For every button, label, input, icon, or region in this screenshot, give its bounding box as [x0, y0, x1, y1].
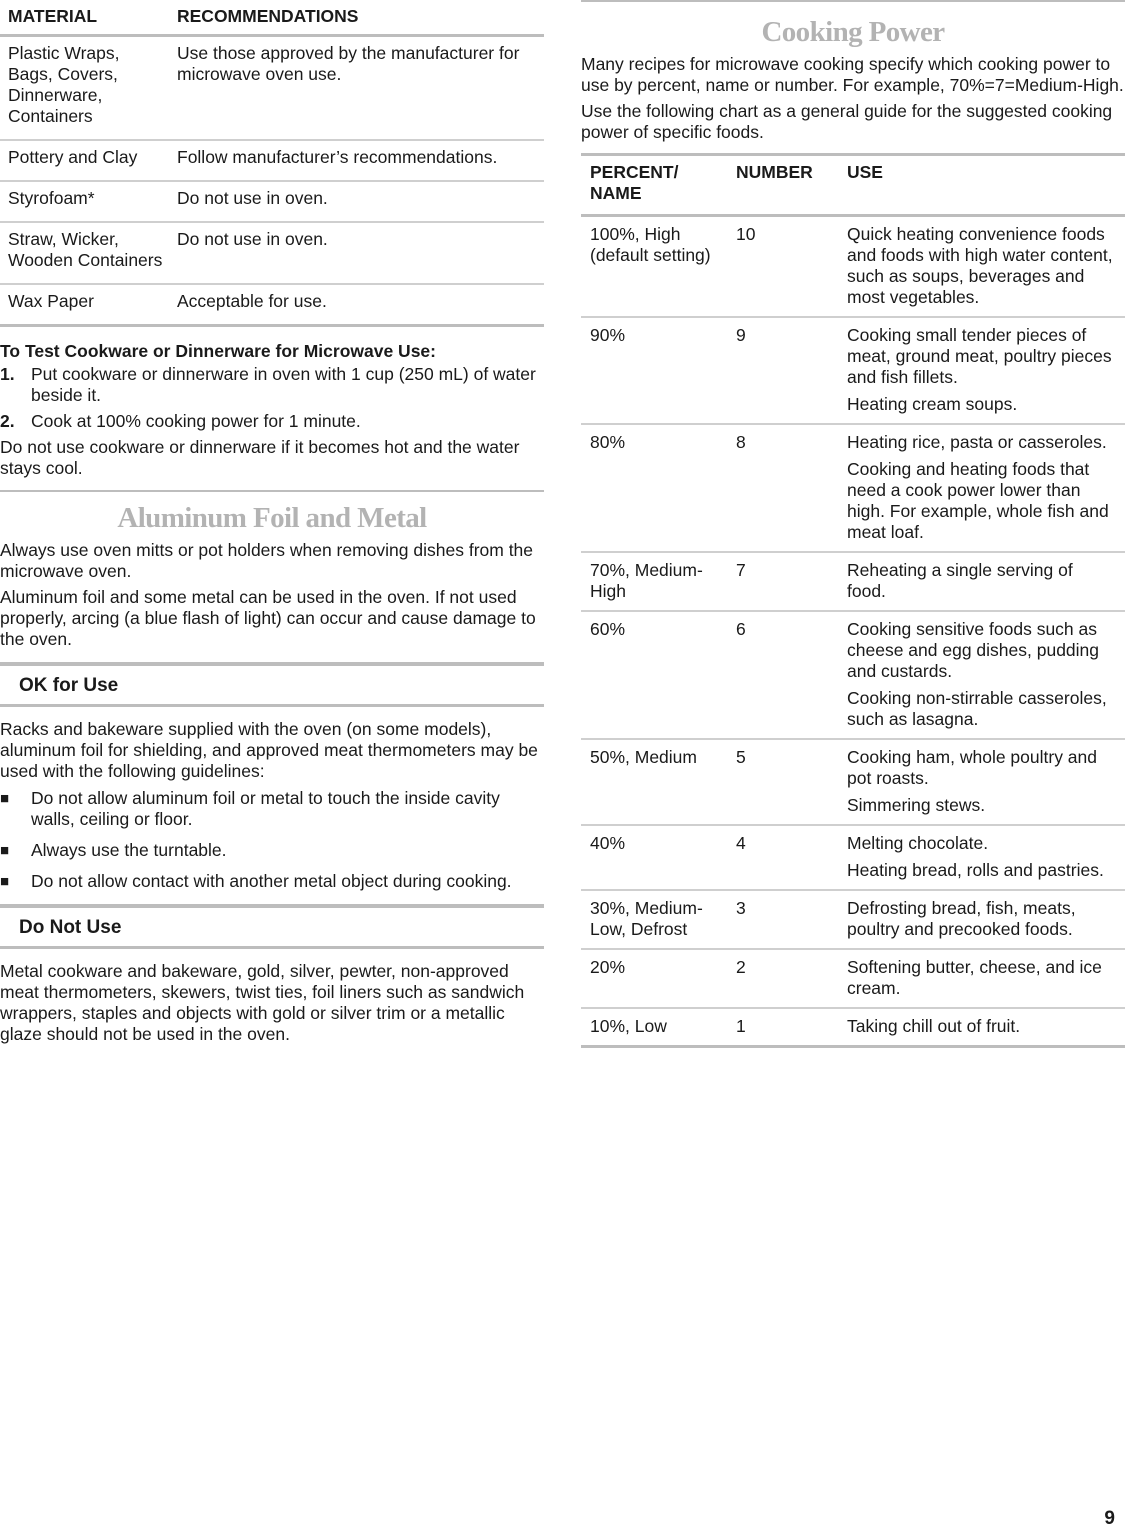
use-text: Cooking sensitive foods such as cheese and egg dishes, pudding and custards.	[847, 619, 1100, 681]
table-row	[0, 141, 544, 182]
use-cell	[847, 325, 1125, 415]
percent-name-cell: 60%	[590, 619, 626, 639]
table-row	[581, 425, 1125, 553]
use-text: Cooking small tender pieces of meat, ground meat, poultry pieces and fish fillets.	[847, 325, 1112, 387]
right-column	[581, 0, 1125, 1048]
aluminum-paragraph-2: Aluminum foil and some metal can be used in the oven. If not used properly, arcing (a blue flash of light) can occur and cause damage to the oven.	[0, 587, 536, 649]
number-cell: 5	[736, 747, 746, 767]
ok-bullets	[0, 788, 544, 892]
use-text: Reheating a single serving of food.	[847, 560, 1073, 601]
use-text: Taking chill out of fruit.	[847, 1016, 1021, 1036]
ok-for-use-heading: OK for Use	[0, 662, 544, 707]
material-header: MATERIAL	[8, 6, 98, 26]
cooking-power-paragraph-2: Use the following chart as a general guide for the suggested cooking power of specific foods.	[581, 101, 1113, 142]
list-item	[0, 871, 544, 892]
number-cell: 2	[736, 957, 746, 977]
bullet-text: Always use the turntable.	[31, 840, 227, 860]
cooking-power-rows	[581, 217, 1125, 1048]
number-cell: 6	[736, 619, 746, 639]
table-row	[581, 217, 1125, 318]
recommendation-cell: Do not use in oven.	[177, 188, 328, 208]
table-row	[581, 740, 1125, 826]
number-cell: 10	[736, 224, 756, 244]
recommendation-cell: Use those approved by the manufacturer for microwave oven use.	[177, 43, 520, 84]
aluminum-paragraph-1: Always use oven mitts or pot holders when removing dishes from the microwave oven.	[0, 540, 534, 581]
use-cell	[847, 432, 1125, 543]
list-item	[0, 840, 544, 861]
percent-name-cell: 80%	[590, 432, 626, 452]
use-text: Quick heating convenience foods and foods with high water content, such as soups, beverages and most vegetables.	[847, 224, 1113, 307]
table-row	[581, 1009, 1125, 1048]
step-text: Put cookware or dinnerware in oven with 1 cup (250 mL) of water beside it.	[31, 364, 536, 405]
percent-name-cell: 40%	[590, 833, 626, 853]
material-cell: Straw, Wicker, Wooden Containers	[8, 229, 163, 270]
number-cell: 7	[736, 560, 746, 580]
use-cell	[847, 619, 1125, 730]
use-cell	[847, 898, 1125, 940]
do-not-use-text: Metal cookware and bakeware, gold, silver, pewter, non-approved meat thermometers, skewers, twist ties, foil liners such as sandwich wrappers, staples and objects with gold or silver trim or a metallic glaze should not be used in the oven.	[0, 961, 525, 1044]
section-divider	[0, 490, 544, 492]
list-item	[0, 364, 544, 406]
percent-name-cell: 50%, Medium	[590, 747, 697, 767]
use-text: Simmering stews.	[847, 795, 986, 815]
percent-name-cell: 70%, Medium-High	[590, 560, 703, 601]
material-table	[0, 0, 544, 327]
cooking-power-title: Cooking Power	[761, 16, 945, 48]
list-item	[0, 411, 544, 432]
recommendations-header: RECOMMENDATIONS	[177, 6, 359, 26]
table-row	[581, 950, 1125, 1009]
material-cell: Styrofoam*	[8, 188, 95, 208]
step-number: 1.	[0, 364, 15, 384]
number-cell: 3	[736, 898, 746, 918]
material-cell: Wax Paper	[8, 291, 94, 311]
use-text: Heating cream soups.	[847, 394, 1018, 414]
number-header: NUMBER	[736, 162, 813, 182]
use-cell	[847, 957, 1125, 999]
use-cell	[847, 560, 1125, 602]
percent-name-cell: 20%	[590, 957, 626, 977]
number-cell: 4	[736, 833, 746, 853]
use-text: Defrosting bread, fish, meats, poultry and precooked foods.	[847, 898, 1076, 939]
material-table-header	[0, 0, 544, 37]
recommendation-cell: Do not use in oven.	[177, 229, 328, 249]
use-text: Cooking ham, whole poultry and pot roasts.	[847, 747, 1098, 788]
cooking-power-table-header	[581, 153, 1125, 217]
square-bullet-icon: ■	[0, 842, 10, 859]
recommendation-cell: Acceptable for use.	[177, 291, 327, 311]
percent-name-cell: 100%, High (default setting)	[590, 224, 711, 265]
percent-name-cell: 90%	[590, 325, 626, 345]
use-text: Cooking non-stirrable casseroles, such as lasagna.	[847, 688, 1107, 729]
step-number: 2.	[0, 411, 15, 431]
cooking-power-table	[581, 153, 1125, 1048]
ok-for-use-intro: Racks and bakeware supplied with the oven (on some models), aluminum foil for shielding, and approved meat thermometers may be used with the following guidelines:	[0, 719, 538, 781]
cooking-power-paragraph-1: Many recipes for microwave cooking specify which cooking power to use by percent, name or number. For example, 70%=7=Medium-High.	[581, 54, 1124, 95]
recommendation-cell: Follow manufacturer’s recommendations.	[177, 147, 498, 167]
use-header: USE	[847, 162, 883, 182]
table-row	[581, 318, 1125, 425]
use-text: Softening butter, cheese, and ice cream.	[847, 957, 1102, 998]
table-row	[0, 182, 544, 223]
use-cell	[847, 1016, 1125, 1037]
list-item	[0, 788, 544, 830]
table-row	[581, 553, 1125, 612]
page-number: 9	[1104, 1508, 1115, 1529]
material-cell: Pottery and Clay	[8, 147, 138, 167]
bullet-text: Do not allow aluminum foil or metal to touch the inside cavity walls, ceiling or floor.	[31, 788, 500, 829]
use-text: Melting chocolate.	[847, 833, 989, 853]
use-text: Heating bread, rolls and pastries.	[847, 860, 1104, 880]
table-row	[581, 826, 1125, 891]
percent-name-cell: 30%, Medium-Low, Defrost	[590, 898, 703, 939]
section-divider	[581, 0, 1125, 2]
table-row	[581, 612, 1125, 740]
percent-name-header: PERCENT/ NAME	[590, 162, 679, 203]
do-not-use-heading: Do Not Use	[0, 904, 544, 949]
use-text: Heating rice, pasta or casseroles.	[847, 432, 1107, 452]
material-cell: Plastic Wraps, Bags, Covers, Dinnerware, Containers	[8, 43, 120, 126]
left-column	[0, 0, 544, 1050]
number-cell: 8	[736, 432, 746, 452]
number-cell: 1	[736, 1016, 746, 1036]
use-cell	[847, 747, 1125, 816]
square-bullet-icon: ■	[0, 790, 10, 807]
bullet-text: Do not allow contact with another metal object during cooking.	[31, 871, 512, 891]
aluminum-title: Aluminum Foil and Metal	[117, 502, 427, 534]
table-row	[0, 285, 544, 327]
test-note: Do not use cookware or dinnerware if it becomes hot and the water stays cool.	[0, 437, 520, 478]
test-steps	[0, 364, 544, 432]
use-text: Cooking and heating foods that need a cook power lower than high. For example, whole fish and meat loaf.	[847, 459, 1109, 542]
use-cell	[847, 833, 1125, 881]
test-heading: To Test Cookware or Dinnerware for Microwave Use:	[0, 341, 436, 361]
square-bullet-icon: ■	[0, 873, 10, 890]
step-text: Cook at 100% cooking power for 1 minute.	[31, 411, 361, 431]
use-cell	[847, 224, 1125, 308]
percent-name-cell: 10%, Low	[590, 1016, 667, 1036]
table-row	[0, 37, 544, 141]
number-cell: 9	[736, 325, 746, 345]
table-row	[581, 891, 1125, 950]
table-row	[0, 223, 544, 285]
